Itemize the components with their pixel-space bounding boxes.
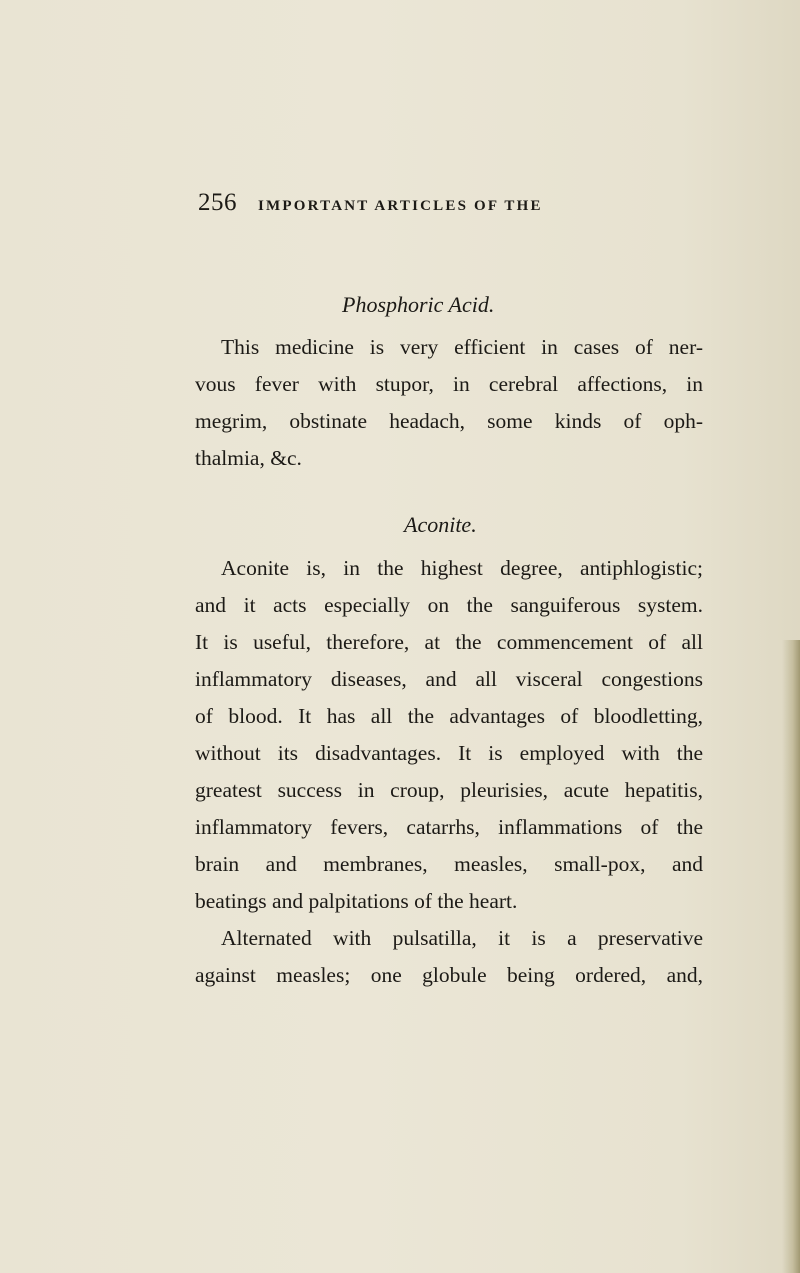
text-line: Aconite is, in the highest degree, antiphlogistic; (221, 556, 703, 580)
text-line: brain and membranes, measles, small-pox, and (195, 852, 703, 876)
text-line: This medicine is very efficient in cases of ner- (221, 335, 703, 359)
text-line: inflammatory fevers, catarrhs, inflammations of the (195, 815, 703, 839)
text-line: of blood. It has all the advantages of bloodletting, (195, 704, 703, 728)
running-head (198, 185, 618, 225)
text-line: inflammatory diseases, and all visceral congestions (195, 667, 703, 691)
running-title: IMPORTANT ARTICLES OF THE (258, 198, 543, 214)
section-heading-aconite: Aconite. (404, 512, 477, 537)
text-line: Alternated with pulsatilla, it is a preservative (221, 926, 703, 950)
text-line: beatings and palpitations of the heart. (195, 889, 518, 913)
paragraph-aconite (195, 556, 703, 1016)
text-line: against measles; one globule being ordered, and, (195, 963, 703, 987)
page-number: 256 (198, 189, 237, 216)
text-line: It is useful, therefore, at the commencement of all (195, 630, 703, 654)
text-line: greatest success in croup, pleurisies, acute hepatitis, (195, 778, 703, 802)
text-line: without its disadvantages. It is employed with the (195, 741, 703, 765)
text-line: vous fever with stupor, in cerebral affections, in (195, 372, 703, 396)
text-line: megrim, obstinate headach, some kinds of oph- (195, 409, 703, 433)
text-line: thalmia, &c. (195, 446, 302, 470)
paragraph-phosphoric-acid (195, 335, 703, 515)
text-line: and it acts especially on the sanguiferous system. (195, 593, 703, 617)
section-heading-phosphoric-acid: Phosphoric Acid. (342, 292, 495, 317)
page-edge-shadow (782, 640, 800, 1273)
